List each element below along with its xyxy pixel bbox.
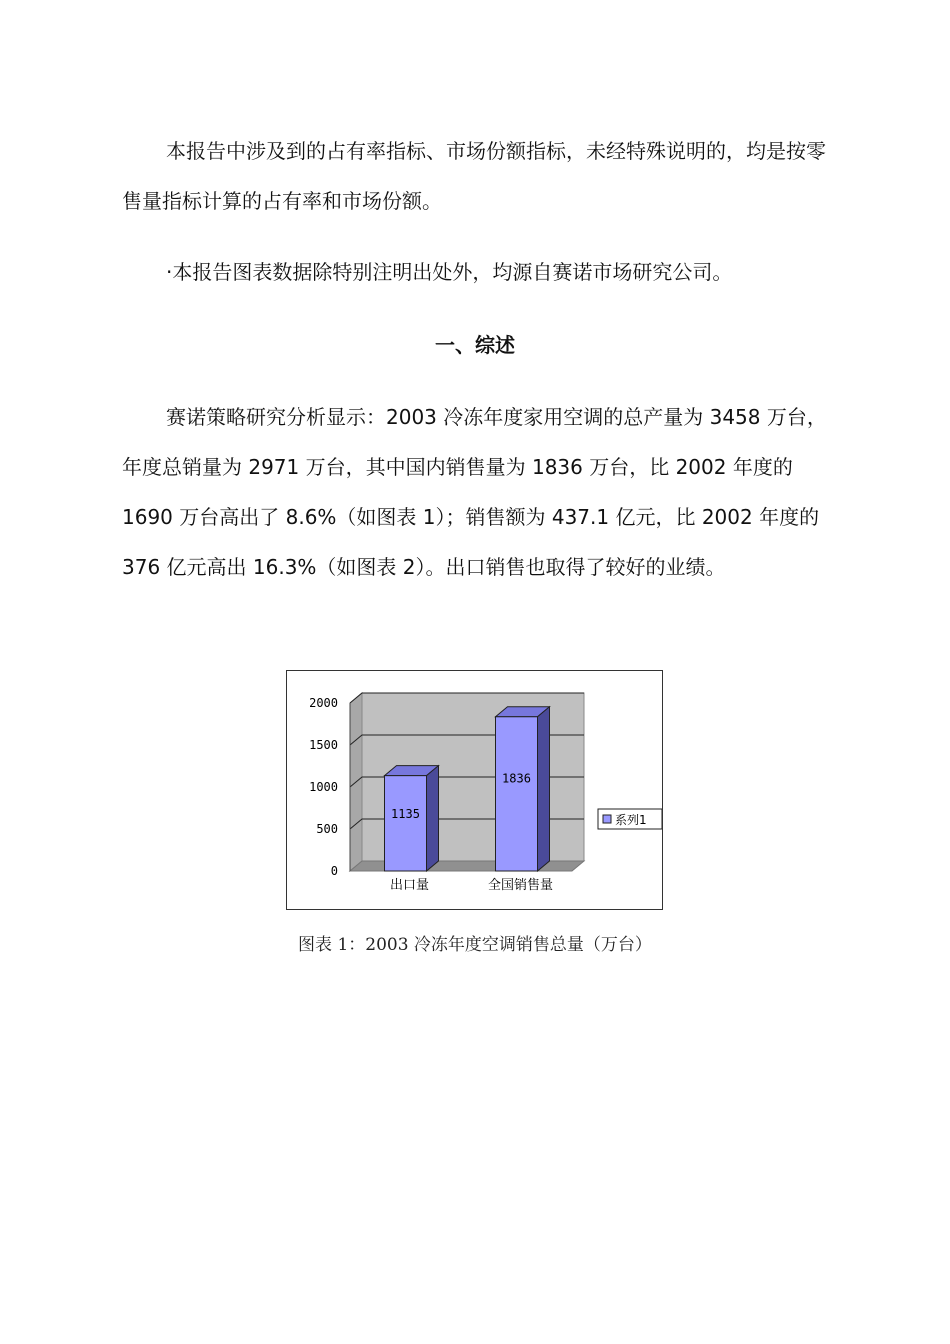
section-heading: 一、综述 bbox=[435, 333, 515, 357]
chart-caption: 图表 1：2003 冷冻年度空调销售总量（万台） bbox=[298, 935, 652, 955]
chart-frame bbox=[286, 670, 663, 910]
y-tick-label: 2000 bbox=[309, 696, 338, 710]
y-tick-label: 0 bbox=[330, 864, 338, 878]
bar-side bbox=[538, 707, 550, 871]
y-tick-label: 1000 bbox=[309, 780, 338, 794]
source-note-paragraph: ·本报告图表数据除特别注明出处外，均源自赛诺市场研究公司。 bbox=[166, 260, 733, 284]
bar-chart bbox=[287, 671, 662, 909]
y-tick-label: 1500 bbox=[309, 738, 338, 752]
legend-swatch bbox=[603, 815, 611, 823]
y-tick-label: 500 bbox=[316, 822, 338, 836]
summary-paragraph: 赛诺策略研究分析显示：2003 冷冻年度家用空调的总产量为 3458 万台，年度总销量为 2971 万台，其中国内销售量为 1836 万台，比 2002 年度的 1690 万台高出了 8.6%（如图表 1）；销售额为 437.1 亿元，比 2002 年度的 376 亿元高出 16.3%（如图表 2）。出口销售也取得了较好的业绩。 bbox=[122, 405, 827, 579]
bar-data-label: 1135 bbox=[391, 806, 420, 821]
bar-side bbox=[427, 766, 439, 871]
bar bbox=[496, 717, 538, 871]
x-category-label: 出口量 bbox=[389, 878, 430, 893]
bar bbox=[385, 776, 427, 871]
x-category-label: 全国销售量 bbox=[487, 878, 554, 893]
bar-data-label: 1836 bbox=[502, 771, 531, 786]
legend-label: 系列1 bbox=[615, 813, 647, 827]
intro-paragraph: 本报告中涉及到的占有率指标、市场份额指标，未经特殊说明的，均是按零售量指标计算的占有率和市场份额。 bbox=[122, 139, 826, 213]
